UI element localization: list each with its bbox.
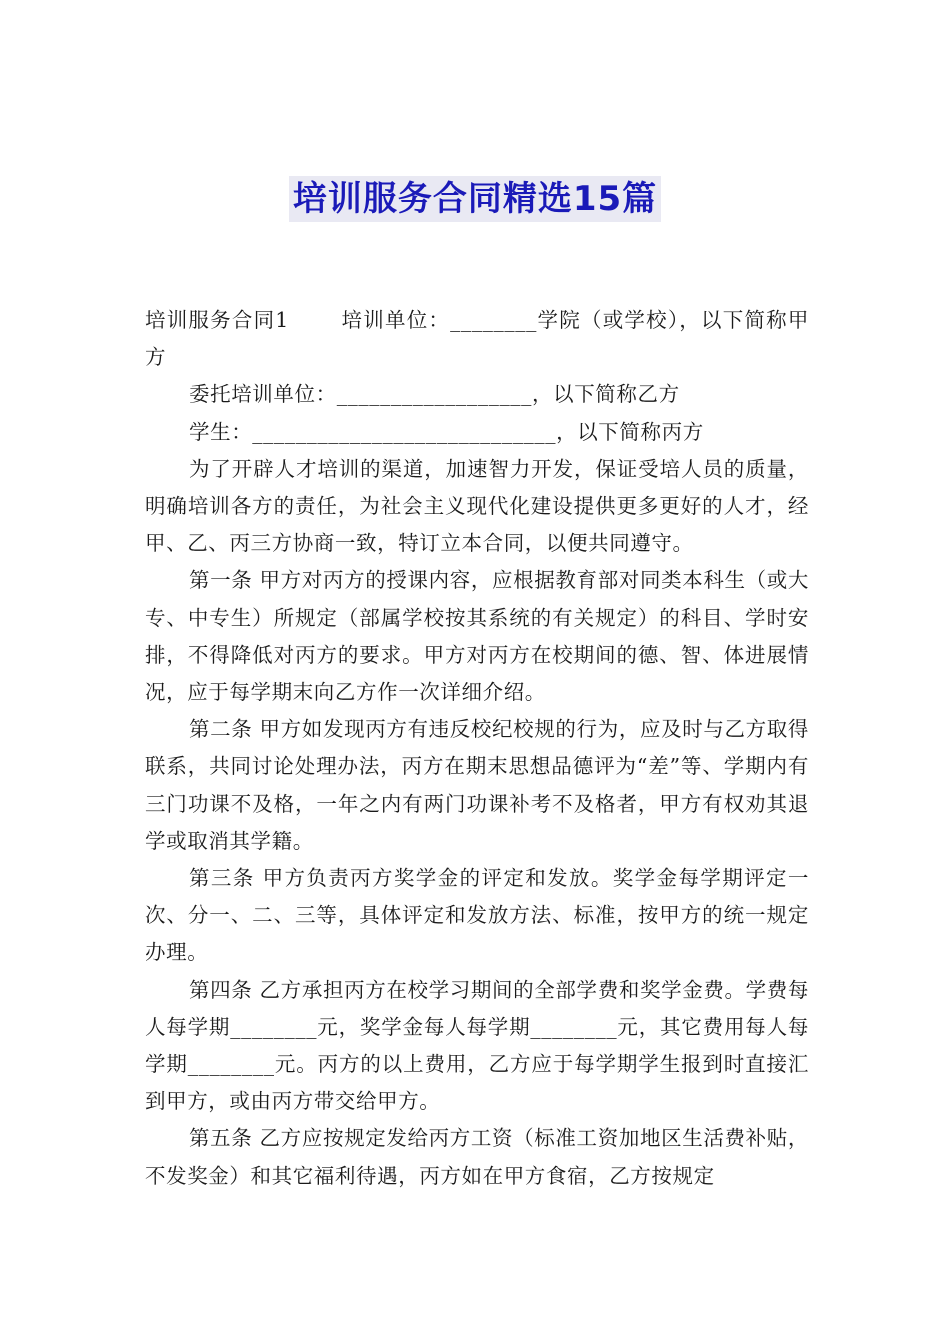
paragraph-7: 第三条 甲方负责丙方奖学金的评定和发放。奖学金每学期评定一次、分一、二、三等，具体评定和发放方法、标准，按甲方的统一规定办理。 bbox=[145, 866, 809, 965]
section-heading: 培训服务合同1 bbox=[145, 308, 289, 332]
paragraph-2: 委托培训单位：__________________，以下简称乙方 bbox=[189, 382, 680, 407]
paragraph-5: 第一条 甲方对丙方的授课内容，应根据教育部对同类本科生（或大专、中专生）所规定（部属学校按其系统的有关规定）的科目、学时安排，不得降低对丙方的要求。甲方对丙方在校期间的德、智、体进展情况，应于每学期末向乙方作一次详细介绍。 bbox=[145, 568, 809, 705]
paragraph-1 bbox=[145, 302, 809, 376]
document-body bbox=[145, 302, 809, 1195]
document-title: 培训服务合同精选15篇 bbox=[289, 176, 661, 222]
paragraph-8: 第四条 乙方承担丙方在校学习期间的全部学费和奖学金费。学费每人每学期________元，奖学金每人每学期________元，其它费用每人每学期________元。丙方的以上费用，乙方应于每学期学生报到时直接汇到甲方，或由丙方带交给甲方。 bbox=[145, 977, 809, 1114]
paragraph-text: 培训单位：________学院（或学校），以下简称甲方 bbox=[145, 308, 809, 370]
title-container bbox=[0, 176, 950, 222]
paragraph-6: 第二条 甲方如发现丙方有违反校纪校规的行为，应及时与乙方取得联系，共同讨论处理办法，丙方在期末思想品德评为“差”等、学期内有三门功课不及格，一年之内有两门功课补考不及格者，甲方有权劝其退学或取消其学籍。 bbox=[145, 717, 809, 853]
paragraph-4: 为了开辟人才培训的渠道，加速智力开发，保证受培人员的质量，明确培训各方的责任，为社会主义现代化建设提供更多更好的人才，经甲、乙、丙三方协商一致，特订立本合同，以便共同遵守。 bbox=[145, 456, 809, 556]
paragraph-9: 第五条 乙方应按规定发给丙方工资（标准工资加地区生活费补贴，不发奖金）和其它福利待遇，丙方如在甲方食宿，乙方按规定 bbox=[145, 1126, 809, 1188]
paragraph-3: 学生：____________________________，以下简称丙方 bbox=[189, 419, 704, 444]
